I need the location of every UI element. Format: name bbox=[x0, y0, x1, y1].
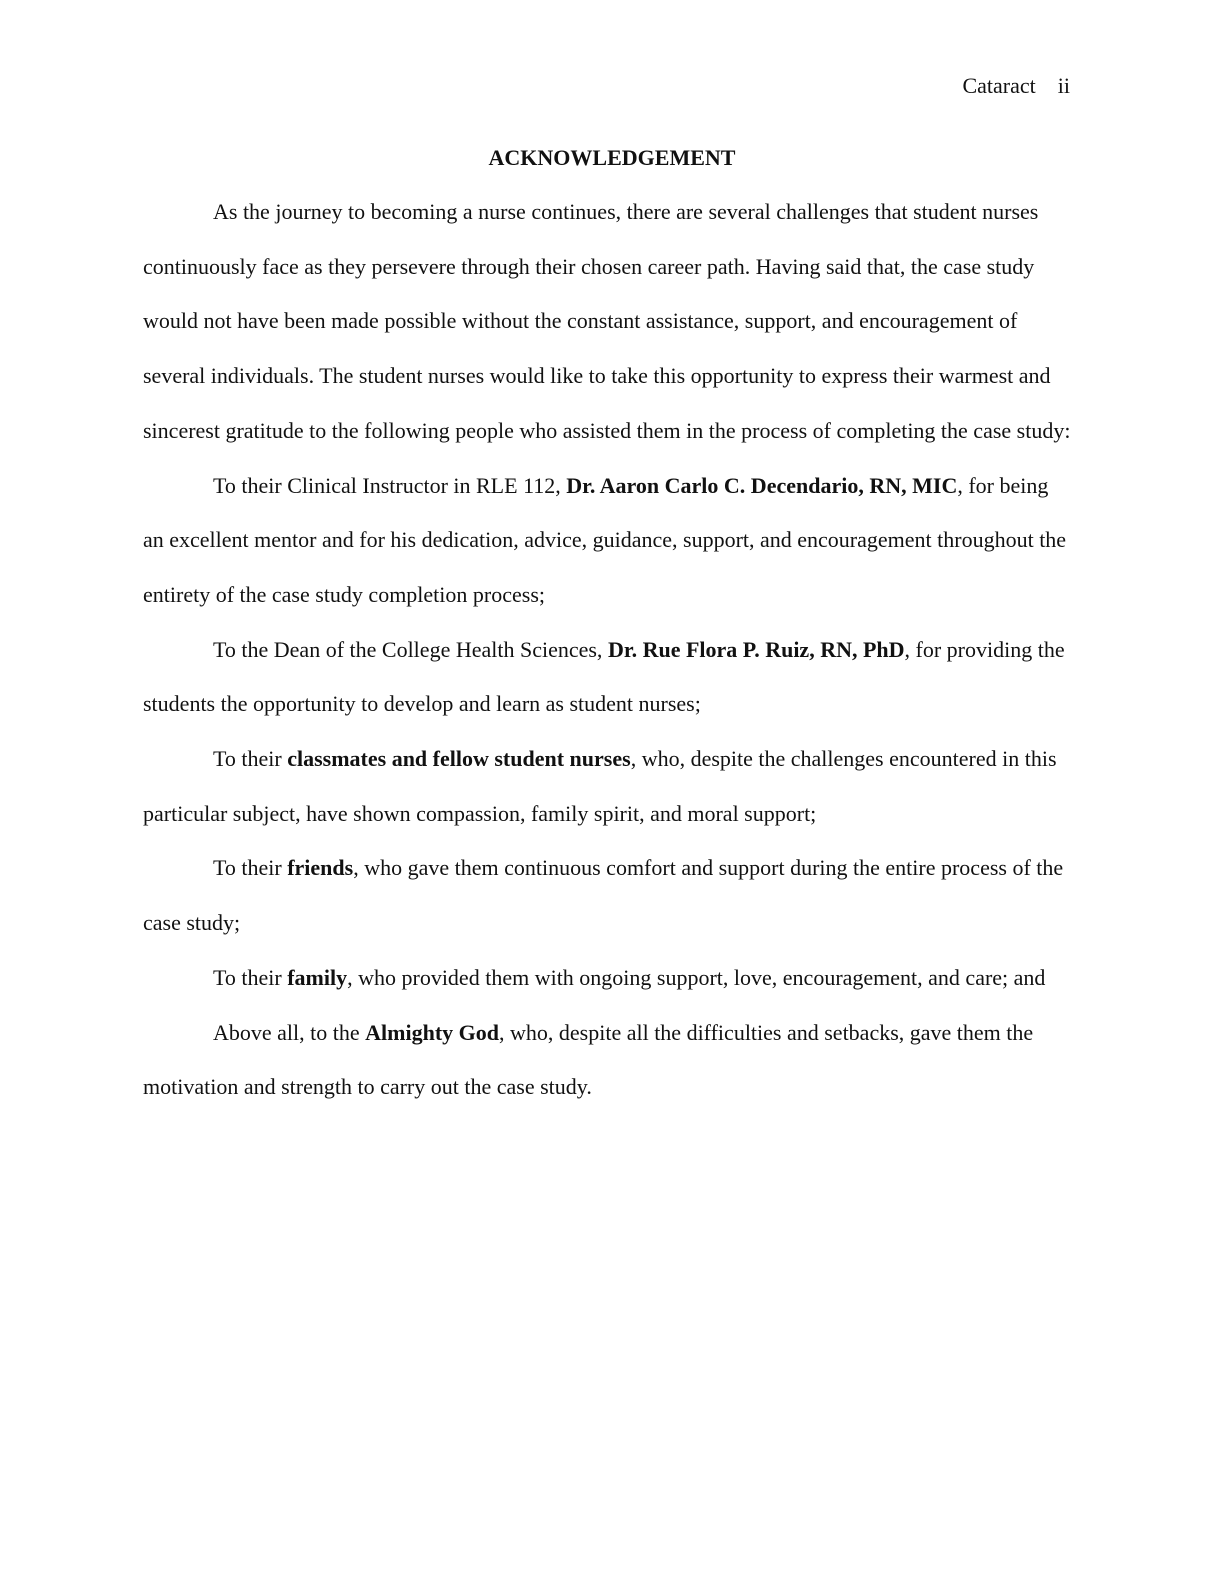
paragraph-text: , who provided them with ongoing support, love, encouragement, and care; and bbox=[347, 964, 1046, 990]
paragraph-text: , for providing the students the opportunity to develop and learn as student nurses; bbox=[143, 636, 1065, 717]
paragraph-friends bbox=[143, 841, 1071, 950]
page-number: ii bbox=[1057, 73, 1070, 98]
paragraph-classmates bbox=[143, 732, 1071, 841]
honoree-name: Almighty God bbox=[365, 1019, 499, 1045]
section-title: ACKNOWLEDGEMENT bbox=[488, 145, 736, 170]
honoree-name: family bbox=[287, 964, 348, 990]
paragraph-intro-text: As the journey to becoming a nurse continues, there are several challenges that student nurses continuously face as they persevere through their chosen career path. Having said that, the case study would not have been made possible without the constant assistance, support, and encouragement of several individuals. The student nurses would like to take this opportunity to express their warmest and sincerest gratitude to the following people who assisted them in the process of completing the case study: bbox=[143, 199, 1071, 443]
paragraph-text: , who, despite the challenges encountered in this particular subject, have shown compassion, family spirit, and moral support; bbox=[143, 746, 1057, 826]
paragraph-clinical-instructor bbox=[143, 459, 1071, 623]
paragraph-text: , for being an excellent mentor and for his dedication, advice, guidance, support, and encouragement throughout the entirety of the case study completion process; bbox=[143, 472, 1067, 607]
paragraph-family bbox=[143, 951, 1071, 1006]
honoree-name: friends bbox=[287, 855, 354, 881]
paragraph-text: To their bbox=[213, 964, 288, 990]
paragraph-intro bbox=[143, 185, 1071, 459]
running-head-title: Cataract bbox=[962, 73, 1036, 98]
honoree-name: Dr. Rue Flora P. Ruiz, RN, PhD bbox=[607, 636, 905, 662]
paragraph-text: To the Dean of the College Health Sciences, bbox=[213, 636, 608, 662]
paragraph-text: To their bbox=[213, 855, 288, 881]
running-head bbox=[962, 72, 1070, 100]
paragraph-text: , who, despite all the difficulties and setbacks, gave them the motivation and strength to carry out the case study. bbox=[143, 1019, 1034, 1100]
paragraph-text: , who gave them continuous comfort and support during the entire process of the case study; bbox=[143, 855, 1064, 936]
paragraph-text: To their Clinical Instructor in RLE 112, bbox=[213, 472, 567, 498]
honoree-name: Dr. Aaron Carlo C. Decendario, RN, MIC bbox=[566, 472, 958, 498]
paragraph-dean bbox=[143, 623, 1071, 732]
honoree-name: classmates and fellow student nurses bbox=[287, 746, 631, 772]
paragraph-almighty bbox=[143, 1006, 1071, 1115]
paragraph-text: Above all, to the bbox=[213, 1019, 366, 1045]
paragraph-text: To their bbox=[213, 746, 288, 772]
acknowledgement-body bbox=[143, 185, 1071, 1115]
